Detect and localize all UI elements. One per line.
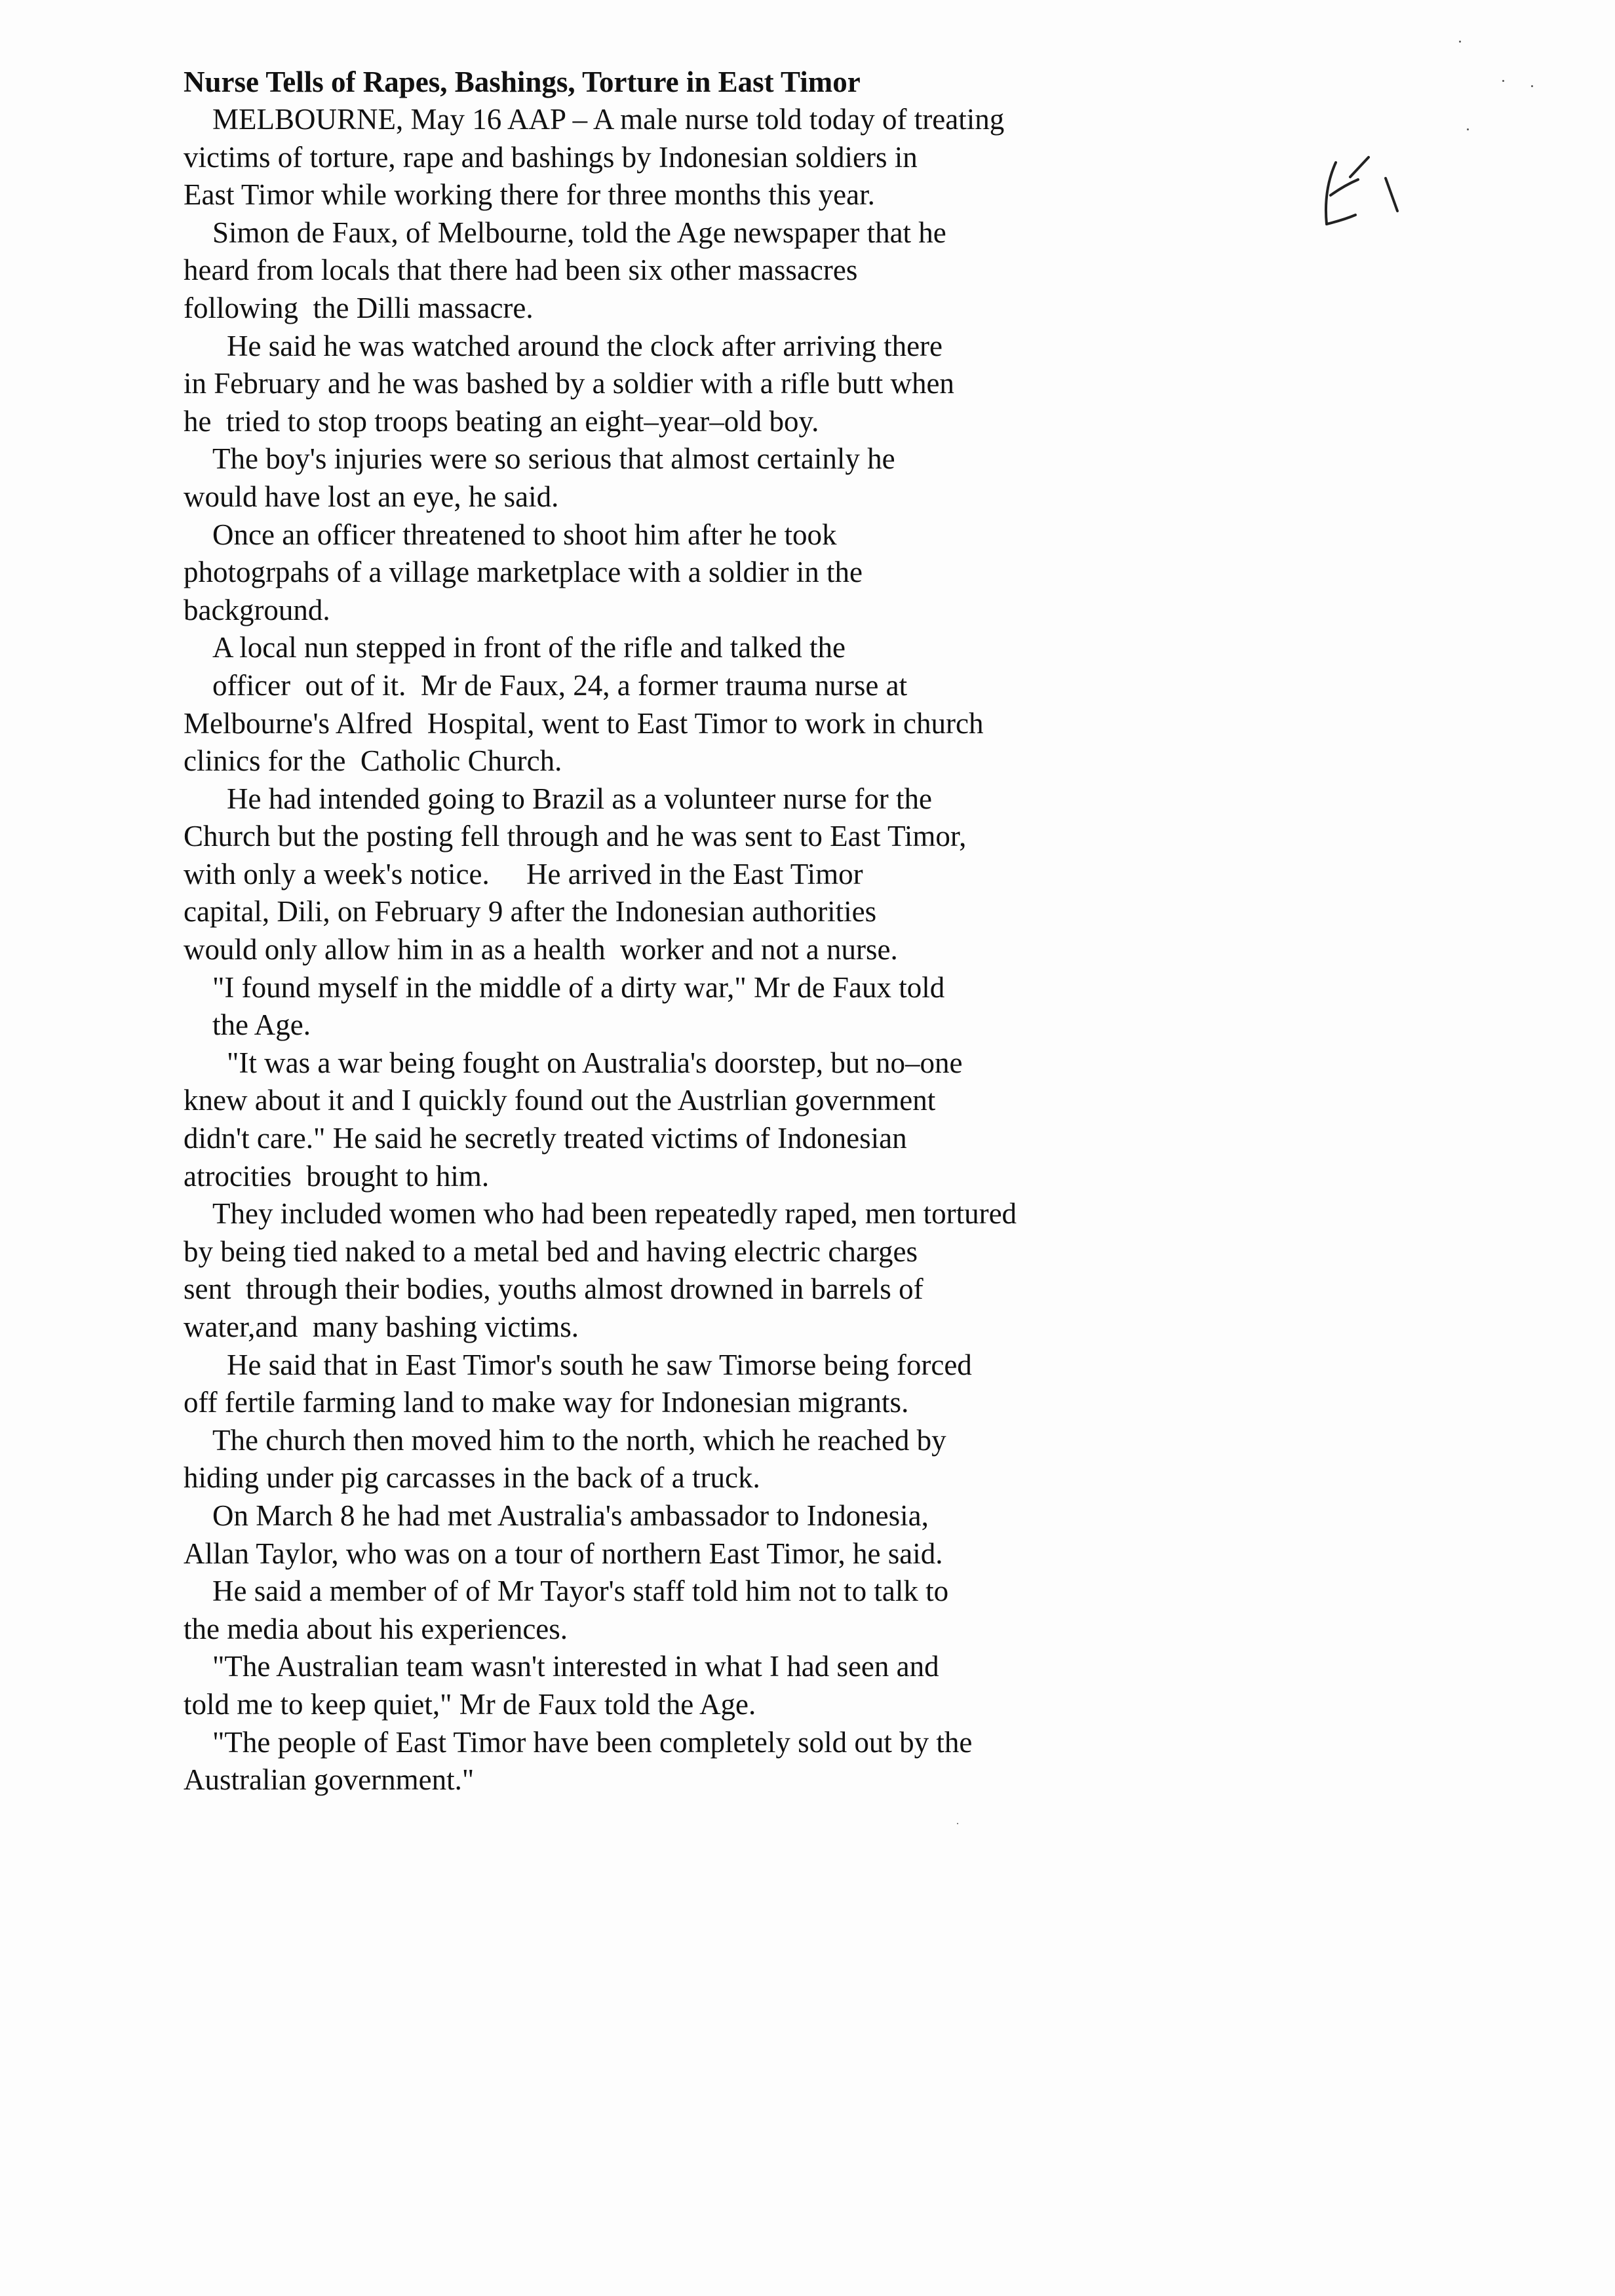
text-line: photogrpahs of a village marketplace with a soldier in the [184, 556, 863, 589]
text-line: On March 8 he had met Australia's ambassador to Indonesia, [212, 1499, 929, 1532]
text-line: Church but the posting fell through and he was sent to East Timor, [184, 820, 967, 853]
text-line: victims of torture, rape and bashings by Indonesian soldiers in [184, 140, 918, 174]
text-line: by being tied naked to a metal bed and having electric charges [184, 1234, 918, 1268]
text-line: "I found myself in the middle of a dirty war," Mr de Faux told [212, 970, 945, 1004]
text-line: "The people of East Timor have been completely sold out by the [212, 1725, 973, 1759]
text-line: He had intended going to Brazil as a volunteer nurse for the [227, 782, 932, 815]
headline: Nurse Tells of Rapes, Bashings, Torture in East Timor [184, 66, 861, 98]
text-line: capital, Dili, on February 9 after the Indonesian authorities [184, 895, 877, 928]
text-line: He said a member of of Mr Tayor's staff told him not to talk to [212, 1575, 949, 1608]
text-line: the Age. [212, 1008, 311, 1042]
scan-speck [1531, 85, 1533, 87]
text-line: with only a week's notice. He arrived in the East Timor [184, 857, 863, 890]
text-line: atrocities brought to him. [184, 1159, 490, 1193]
scan-speck [957, 1823, 958, 1824]
text-line: heard from locals that there had been six other massacres [184, 254, 858, 287]
text-line: he tried to stop troops beating an eight–year–old boy. [184, 404, 819, 438]
text-line: hiding under pig carcasses in the back of a truck. [184, 1461, 760, 1495]
text-line: "The Australian team wasn't interested in what I had seen and [212, 1650, 939, 1683]
text-line: would have lost an eye, he said. [184, 480, 559, 513]
text-line: A local nun stepped in front of the rifle and talked the [212, 631, 846, 664]
text-line: off fertile farming land to make way for Indonesian migrants. [184, 1386, 909, 1419]
text-line: Allan Taylor, who was on a tour of northern East Timor, he said. [184, 1537, 943, 1570]
text-line: Once an officer threatened to shoot him after he took [212, 518, 837, 551]
text-line: didn't care." He said he secretly treated victims of Indonesian [184, 1122, 907, 1155]
text-line: in February and he was bashed by a soldier with a rifle butt when [184, 367, 954, 400]
article-body [184, 101, 1245, 1799]
text-line: Simon de Faux, of Melbourne, told the Age newspaper that he [212, 216, 946, 249]
text-line: sent through their bodies, youths almost drowned in barrels of [184, 1272, 924, 1306]
text-line: background. [184, 593, 330, 626]
scan-speck [1459, 41, 1461, 43]
text-line: East Timor while working there for three months this year. [184, 178, 875, 212]
article [184, 63, 1245, 1799]
text-line: Melbourne's Alfred Hospital, went to East Timor to work in church [184, 706, 984, 740]
handwritten-mark [1317, 151, 1422, 236]
text-line: He said that in East Timor's south he saw Timorse being forced [227, 1348, 972, 1381]
text-line: water,and many bashing victims. [184, 1311, 579, 1343]
scan-speck [1502, 80, 1504, 82]
text-line: He said he was watched around the clock after arriving there [227, 329, 943, 362]
text-line: They included women who had been repeatedly raped, men tortured [212, 1197, 1017, 1231]
text-line: The boy's injuries were so serious that almost certainly he [212, 442, 895, 476]
text-line: officer out of it. Mr de Faux, 24, a former trauma nurse at [212, 668, 908, 702]
text-line: "It was a war being fought on Australia's doorstep, but no–one [227, 1046, 963, 1079]
text-line: the media about his experiences. [184, 1612, 568, 1645]
text-line: knew about it and I quickly found out the Austrlian government [184, 1084, 936, 1117]
text-line: told me to keep quiet," Mr de Faux told the Age. [184, 1687, 756, 1721]
text-line: clinics for the Catholic Church. [184, 744, 562, 778]
text-line: would only allow him in as a health worker and not a nurse. [184, 933, 898, 966]
text-line: MELBOURNE, May 16 AAP – A male nurse told today of treating [212, 103, 1005, 136]
text-line: The church then moved him to the north, which he reached by [212, 1423, 946, 1457]
text-line: following the Dilli massacre. [184, 291, 534, 324]
text-line: Australian government." [184, 1763, 475, 1797]
scan-speck [1467, 128, 1469, 130]
